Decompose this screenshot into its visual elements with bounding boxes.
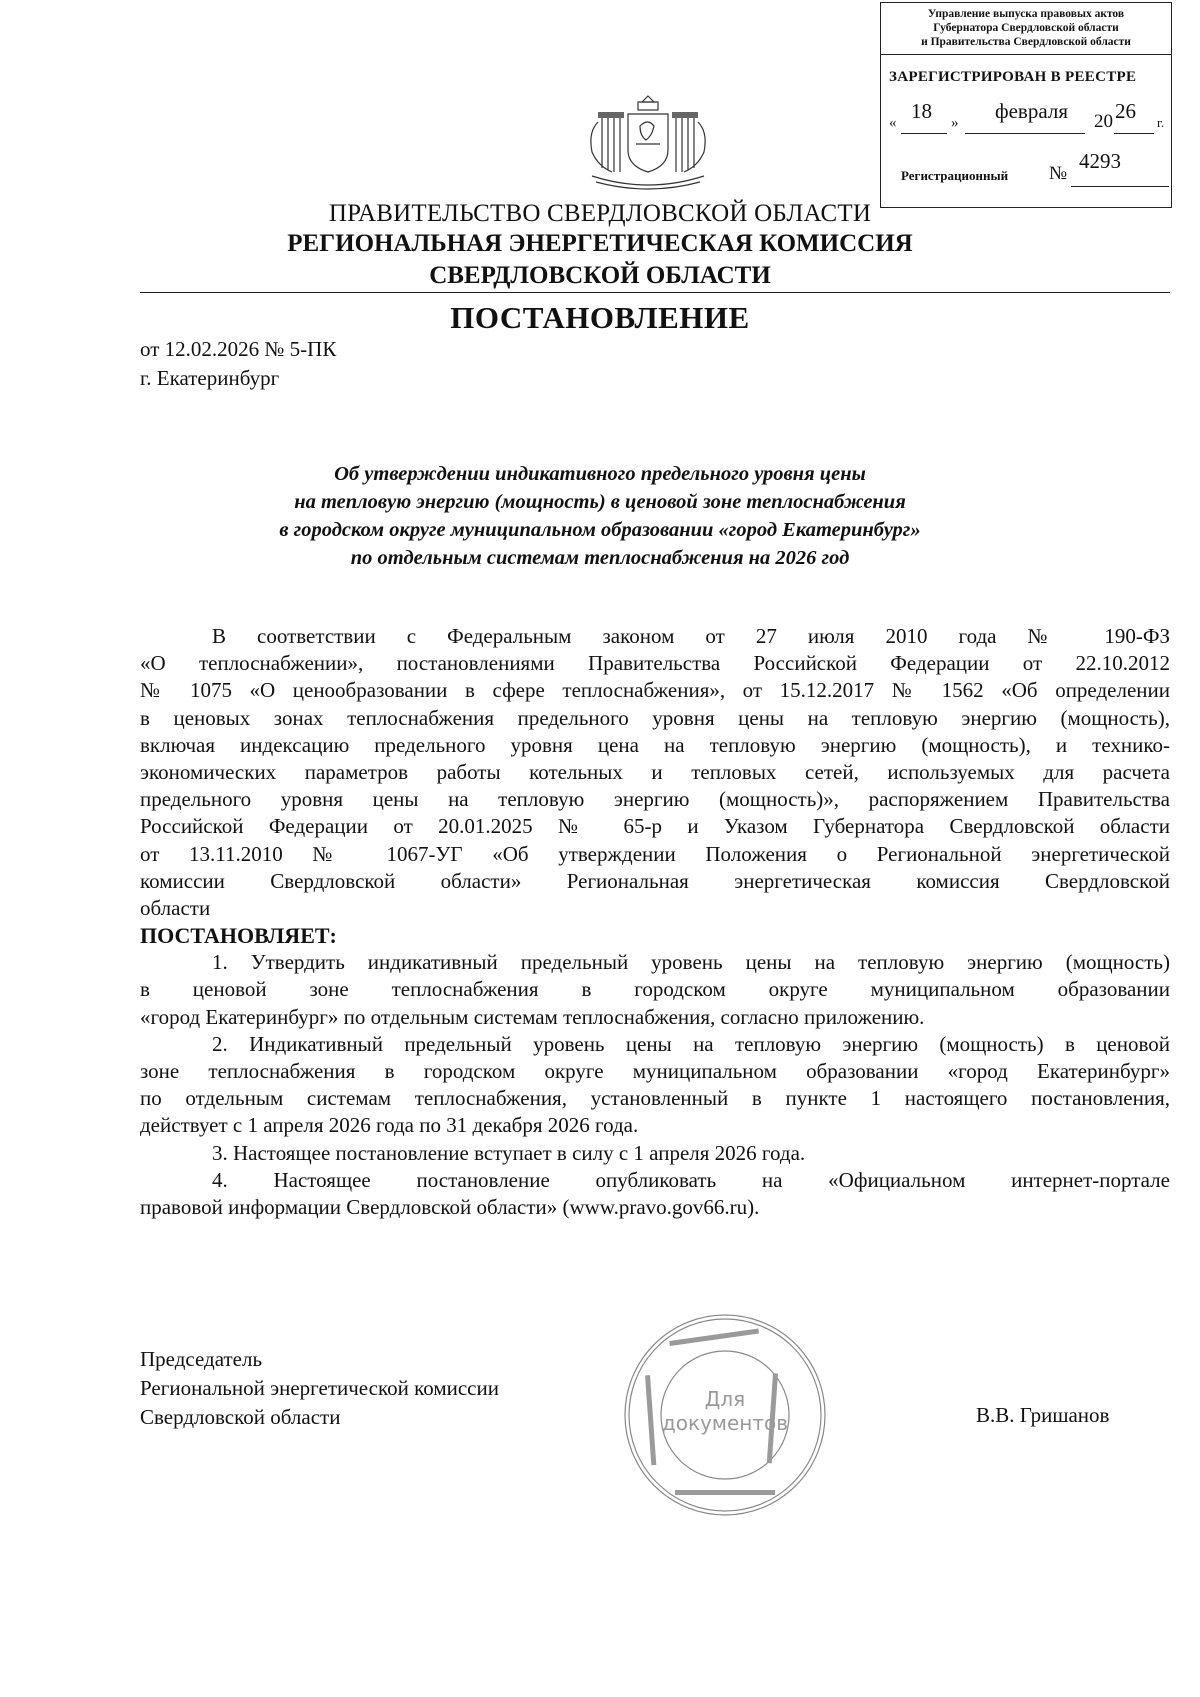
decree-word: ПОСТАНОВЛЯЕТ: — [140, 923, 337, 949]
registry-month: февраля — [995, 99, 1068, 123]
document-subject — [0, 460, 1200, 572]
quote-close: » — [951, 115, 959, 131]
government-name: ПРАВИТЕЛЬСТВО СВЕРДЛОВСКОЙ ОБЛАСТИ — [328, 200, 872, 227]
registry-number-value: 4293 — [1079, 149, 1121, 173]
registry-stamp — [880, 2, 1172, 208]
registry-header — [881, 3, 1171, 55]
registry-year-prefix: 20 — [1094, 111, 1113, 132]
preamble-line: в ценовых зонах теплоснабжения предельного уровня цены на тепловую энергию (мощность), — [140, 705, 1170, 730]
signature-line: Свердловской области — [140, 1405, 341, 1429]
signature-line: Председатель — [140, 1347, 263, 1371]
preamble-line: Российской Федерации от 20.01.2025 № 65-р и Указом Губернатора Свердловской области — [140, 814, 1170, 839]
registry-number — [901, 149, 1161, 193]
registry-number-label: Регистрационный — [901, 168, 1009, 183]
item-2-line: по отдельным системам теплоснабжения, установленный в пункте 1 настоящего постановления, — [140, 1086, 1170, 1111]
registry-header-line: Управление выпуска правовых актов — [927, 8, 1125, 20]
registry-header-line: и Правительства Свердловской области — [921, 36, 1131, 48]
item-2-line: действует с 1 апреля 2026 года по 31 декабря 2026 года. — [140, 1113, 639, 1138]
item-2-line: зоне теплоснабжения в городском округе муниципальном образовании «город Екатеринбург» — [140, 1059, 1170, 1083]
seal-center-line: Для — [704, 1387, 746, 1411]
document-type: ПОСТАНОВЛЕНИЕ — [450, 300, 750, 335]
document-date-number: от 12.02.2026 № 5-ПК — [140, 337, 337, 361]
signature-position — [140, 1345, 499, 1432]
subject-line: по отдельным системам теплоснабжения на 2026 год — [350, 547, 850, 569]
header-divider — [140, 292, 1170, 293]
preamble-line: «О теплоснабжении», постановлениями Правительства Российской Федерации от 22.10.2012 — [140, 651, 1170, 676]
registry-header-line: Губернатора Свердловской области — [933, 22, 1119, 34]
registry-year-unit: г. — [1157, 115, 1165, 130]
preamble-line: В соответствии с Федеральным законом от 27 июля 2010 года № 190-ФЗ — [212, 624, 1170, 648]
item-1-line: в ценовой зоне теплоснабжения в городском округе муниципальном образовании — [140, 977, 1170, 1002]
preamble-line: области — [140, 895, 211, 920]
registry-year-suffix: 26 — [1115, 99, 1136, 123]
item-2-line: 2. Индикативный предельный уровень цены на тепловую энергию (мощность) в ценовой — [212, 1031, 1170, 1056]
document-city: г. Екатеринбург — [140, 366, 280, 390]
subject-line: на тепловую энергию (мощность) в ценовой зоне теплоснабжения — [294, 491, 906, 513]
subject-line: в городском округе муниципальном образовании «город Екатеринбург» — [279, 519, 921, 541]
preamble-line: комиссии Свердловской области» Региональная энергетическая комиссия Свердловской — [140, 868, 1170, 893]
preamble-line: включая индексацию предельного уровня цена на тепловую энергию (мощность), и технико- — [140, 732, 1170, 757]
preamble — [140, 623, 1170, 1221]
registry-day: 18 — [911, 99, 932, 123]
item-1-line: 1. Утвердить индикативный предельный уровень цены на тепловую энергию (мощность) — [212, 950, 1170, 975]
signer-name: В.В. Гришанов — [976, 1403, 1110, 1427]
coat-of-arms-icon — [578, 92, 718, 192]
seal-stamp-icon — [620, 1310, 830, 1520]
commission-region: СВЕРДЛОВСКОЙ ОБЛАСТИ — [429, 262, 771, 289]
registry-number-sign: № — [1049, 163, 1068, 184]
preamble-line: от 13.11.2010 № 1067-УГ «Об утверждении Положения о Региональной энергетической — [140, 841, 1170, 866]
item-4-line: правовой информации Свердловской области» (www.pravo.gov66.ru). — [140, 1194, 760, 1219]
registry-title: ЗАРЕГИСТРИРОВАН В РЕЕСТРЕ — [889, 69, 1137, 85]
commission-name: РЕГИОНАЛЬНАЯ ЭНЕРГЕТИЧЕСКАЯ КОМИССИЯ — [287, 230, 913, 257]
item-1-line: «город Екатеринбург» по отдельным системам теплоснабжения, согласно приложению. — [140, 1004, 925, 1029]
signature-line: Региональной энергетической комиссии — [140, 1376, 499, 1400]
registry-date — [889, 99, 1169, 139]
preamble-line: № 1075 «О ценообразовании в сфере теплоснабжения», от 15.12.2017 № 1562 «Об определении — [140, 678, 1170, 703]
subject-line: Об утверждении индикативного предельного уровня цены — [334, 463, 866, 485]
seal-center-line: документов — [661, 1411, 789, 1435]
preamble-line: экономических параметров работы котельных и тепловых сетей, используемых для расчета — [140, 759, 1170, 784]
item-4-line: 4. Настоящее постановление опубликовать на «Официальном интернет-портале — [212, 1167, 1170, 1192]
preamble-line: предельного уровня цены на тепловую энергию (мощность)», распоряжением Правительства — [140, 787, 1170, 812]
quote-open: « — [889, 115, 897, 131]
item-3-line: 3. Настоящее постановление вступает в силу с 1 апреля 2026 года. — [212, 1140, 806, 1165]
